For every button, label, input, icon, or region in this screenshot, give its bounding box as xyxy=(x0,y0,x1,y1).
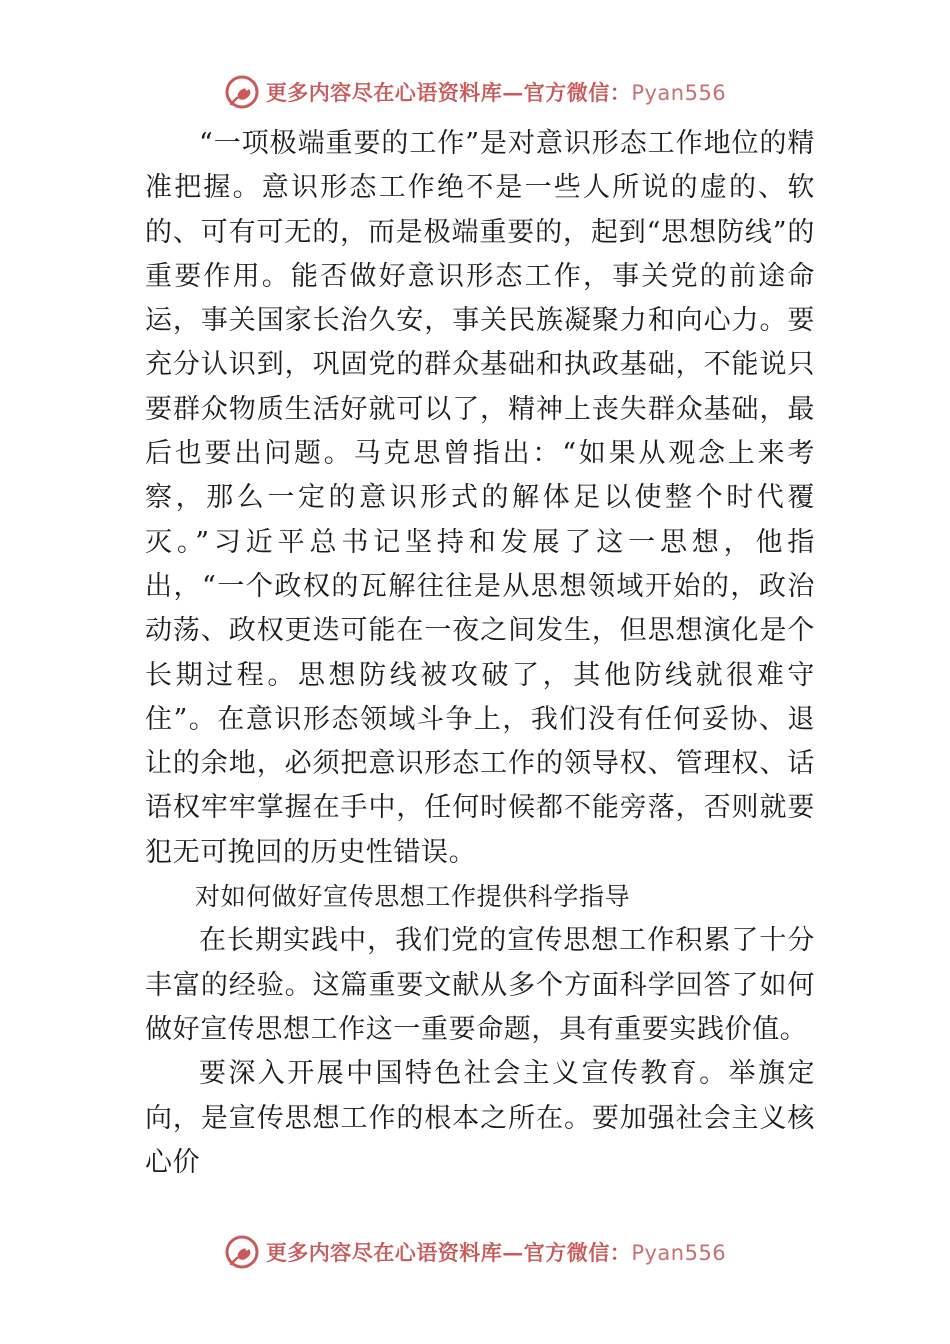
footer-watermark xyxy=(0,1230,950,1274)
watermark-text xyxy=(266,77,726,107)
mouse-logo-icon xyxy=(224,74,260,110)
header-watermark xyxy=(0,70,950,114)
watermark-wechat-id: Pyan556 xyxy=(631,81,727,105)
section-heading: 对如何做好宣传思想工作提供科学指导 xyxy=(195,882,631,912)
paragraph: 要深入开展中国特色社会主义宣传教育。举旗定向，是宣传思想工作的根本之所在。要加强社会主义核心价 xyxy=(145,1058,815,1178)
mouse-logo-icon xyxy=(224,1234,260,1270)
watermark-wechat-id: Pyan556 xyxy=(631,1241,727,1265)
watermark-text xyxy=(266,1237,726,1267)
watermark-text-cn: 更多内容尽在心语资料库—官方微信： xyxy=(265,80,632,105)
watermark-text-cn: 更多内容尽在心语资料库—官方微信： xyxy=(265,1240,632,1265)
paragraph: “一项极端重要的工作”是对意识形态工作地位的精准把握。意识形态工作绝不是一些人所说的虚的、软的、可有可无的，而是极端重要的，起到“思想防线”的重要作用。能否做好意识形态工作，事关党的前途命运，事关国家长治久安，事关民族凝聚力和向心力。要充分认识到，巩固党的群众基础和执政基础，不能说只要群众物质生活好就可以了，精神上丧失群众基础，最后也要出问题。马克思曾指出：“如果从观念上来考察，那么一定的意识形式的解体足以使整个时代覆灭。”习近平总书记坚持和发展了这一思想，他指出，“一个政权的瓦解往往是从思想领域开始的，政治动荡、政权更迭可能在一夜之间发生，但思想演化是个长期过程。思想防线被攻破了，其他防线就很难守住”。在意识形态领域斗争上，我们没有任何妥协、退让的余地，必须把意识形态工作的领导权、管理权、话语权牢牢掌握在手中，任何时候都不能旁落，否则就要犯无可挽回的历史性错误。 xyxy=(145,128,815,868)
document-body xyxy=(145,122,815,1185)
paragraph: 在长期实践中，我们党的宣传思想工作积累了十分丰富的经验。这篇重要文献从多个方面科学回答了如何做好宣传思想工作这一重要命题，具有重要实践价值。 xyxy=(145,925,815,1045)
